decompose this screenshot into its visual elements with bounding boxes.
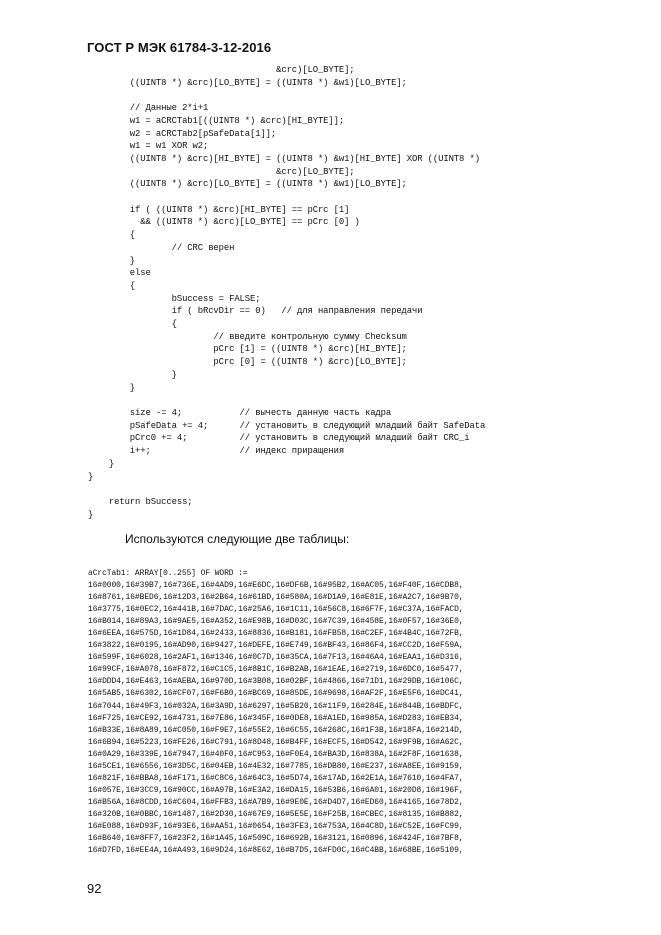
crc-table-listing: aCrcTab1: ARRAY[0..255] OF WORD := 16#0000,16#39B7,16#736E,16#4AD9,16#E6DC,16#DF6B,16#95B2,16#AC05,16#F40F,16#CDB8, 16#8761,16#BED6,16#12D3,16#2B64,16#61BD,16#580A,16#D1A9,16#E81E,16#A2C7,16#9B70, 16#3775,16#0EC2,16#441B,16#7DAC,16#25A6,16#1C11,16#56C8,16#6F7F,16#C37A,16#FACD, 16#B014,16#89A3,16#9AE5,16#A352,16#E98B,16#D03C,16#7C39,16#458E,16#0F57,16#36E0, 16#6EEA,16#575D,16#1D84,16#2433,16#8836,16#B181,16#FB58,16#C2EF,16#4B4C,16#72FB, 16#3822,16#0195,16#AD90,16#9427,16#DEFE,16#E749,16#BF43,16#86F4,16#CC2D,16#F59A, 16#599F,16#6028,16#2AF1,16#1346,16#0C7D,16#35CA,16#7F13,16#46A4,16#EAA1,16#D316, 16#99CF,16#A078,16#F872,16#C1C5,16#8B1C,16#B2AB,16#1EAE,16#2719,16#6DC0,16#5477, 16#DDD4,16#E463,16#AEBA,16#970D,16#3B08,16#02BF,16#4866,16#71D1,16#29DB,16#106C, 16#5AB5,16#6302,16#CF07,16#F6B0,16#BC69,16#85DE,16#9698,16#AF2F,16#E5F6,16#DC41, 16#7044,16#49F3,16#032A,16#3A9D,16#6297,16#5B20,16#11F9,16#284E,16#844B,16#BDFC, 16#F725,16#CE92,16#4731,16#7E86,16#345F,16#0DE8,16#A1ED,16#985A,16#D283,16#EB34, 16#B33E,16#8A89,16#C050,16#F9E7,16#55E2,16#6C55,16#268C,16#1F3B,16#18FA,16#214D, 16#6B94,16#5223,16#FE26,16#C791,16#8D48,16#B4FF,16#ECF5,16#D542,16#9F9B,16#A62C, 16#0A29,16#339E,16#7947,16#40F0,16#C953,16#F0E4,16#BA3D,16#838A,16#2F8F,16#1638, 16#5CE1,16#6556,16#3D5C,16#04EB,16#4E32,16#7785,16#DB80,16#E237,16#A8EE,16#9159, 16#821F,16#BBA8,16#F171,16#C8C6,16#64C3,16#5D74,16#17AD,16#2E1A,16#7610,16#4FA7, 16#057E,16#3CC9,16#90CC,16#A97B,16#E3A2,16#DA15,16#53B6,16#6A01,16#20D8,16#196F, 16#B56A,16#8CDD,16#C604,16#FFB3,16#A7B9,16#9E0E,16#D4D7,16#ED60,16#4165,16#78D2, 16#320B,16#0BBC,16#1487,16#2D30,16#67E9,16#5E5E,16#F25B,16#CBEC,16#8135,16#B882, 16#E088,16#D93F,16#93E6,16#AA51,16#0654,16#3FE3,16#753A,16#4C8D,16#C52E,16#FC99, 16#B640,16#8FF7,16#23F2,16#1A45,16#509C,16#692B,16#3121,16#0896,16#424F,16#7BF8, 16#D7FD,16#EE4A,16#A493,16#9D24,16#8E62,16#B7D5,16#FD0C,16#C4BB,16#68BE,16#5109, <box>88 569 464 856</box>
page-number: 92 <box>87 881 102 896</box>
code-listing: &crc)[LO_BYTE]; ((UINT8 *) &crc)[LO_BYTE] = ((UINT8 *) &w1)[LO_BYTE]; // Данные 2*i+1 w1 = aCRCTab1[((UINT8 *) &crc)[HI_BYTE]]; w2 = aCRCTab2[pSafeData[1]]; w1 = w1 XOR w2; ((UINT8 *) &crc)[HI_BYTE] = ((UINT8 *) &w1)[HI_BYTE] XOR ((UINT8 *) &crc)[LO_BYTE]; ((UINT8 *) &crc)[LO_BYTE] = ((UINT8 *) &w1)[LO_BYTE]; if ( ((UINT8 *) &crc)[HI_BYTE] == pCrc [1] && ((UINT8 *) &crc)[LO_BYTE] == pCrc [0] ) { // CRC верен } else { bSuccess = FALSE; if ( bRcvDir == 0) // для направления передачи { // введите контрольную сумму Checksum pCrc [1] = ((UINT8 *) &crc)[HI_BYTE]; pCrc [0] = ((UINT8 *) &crc)[LO_BYTE]; } } size -= 4; // вычесть данную часть кадра pSafeData += 4; // установить в следующий младший байт SafeData pCrc0 += 4; // установить в следующий младший байт CRC_i i++; // индекс приращения } } return bSuccess; } <box>88 65 486 520</box>
document-header: ГОСТ Р МЭК 61784-3-12-2016 <box>87 40 272 55</box>
body-paragraph: Используются следующие две таблицы: <box>125 532 350 546</box>
